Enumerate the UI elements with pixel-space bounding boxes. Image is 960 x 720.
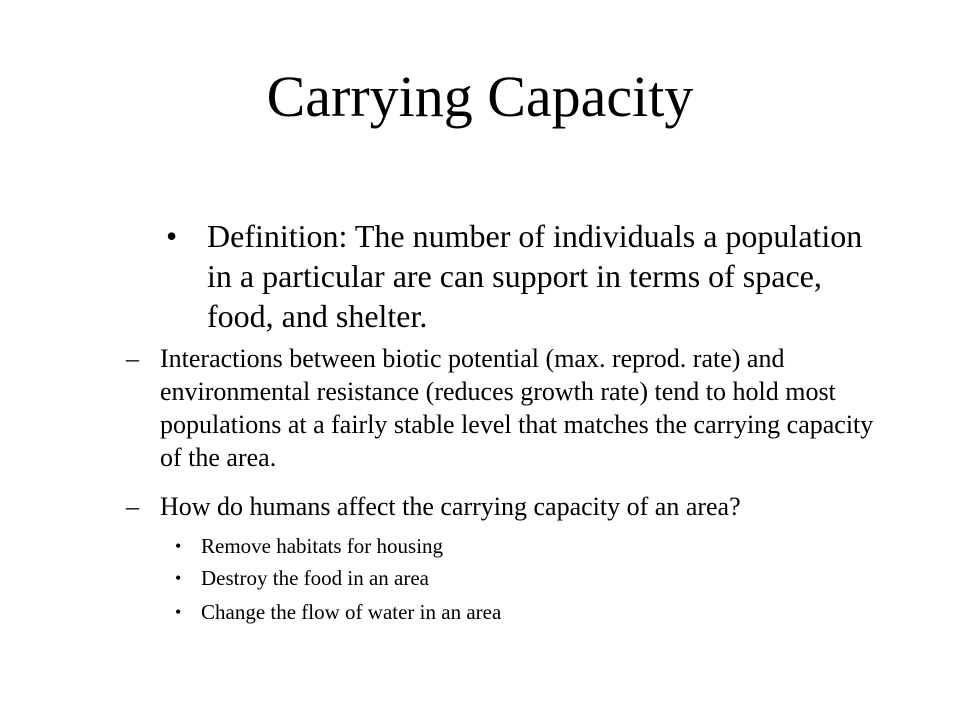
sub-bullet-human-question <box>126 490 896 523</box>
human-effect-item <box>175 598 501 626</box>
human-effect-item <box>175 532 443 560</box>
bullet-marker: • <box>175 602 182 622</box>
bullet-marker: • <box>166 218 178 254</box>
human-effect-text: Destroy the food in an area <box>201 566 429 590</box>
definition-bullet <box>166 216 886 336</box>
dash-marker: – <box>126 344 139 373</box>
dash-marker: – <box>126 492 139 521</box>
human-effect-item <box>175 564 429 592</box>
human-question-text: How do humans affect the carrying capacity of an area? <box>160 492 741 521</box>
interactions-text: Interactions between biotic potential (max. reprod. rate) and environmental resistance (reduces growth rate) tend to hold most populations at a fairly stable level that matches the carrying capacity of the area. <box>160 344 874 472</box>
human-effect-text: Change the flow of water in an area <box>201 600 502 624</box>
definition-text: Definition: The number of individuals a population in a particular are can support in terms of space, food, and shelter. <box>207 218 863 334</box>
slide-title: Carrying Capacity <box>266 64 694 129</box>
bullet-marker: • <box>175 536 182 556</box>
bullet-marker: • <box>175 568 182 588</box>
sub-bullet-interactions <box>126 342 896 474</box>
human-effect-text: Remove habitats for housing <box>201 534 444 558</box>
